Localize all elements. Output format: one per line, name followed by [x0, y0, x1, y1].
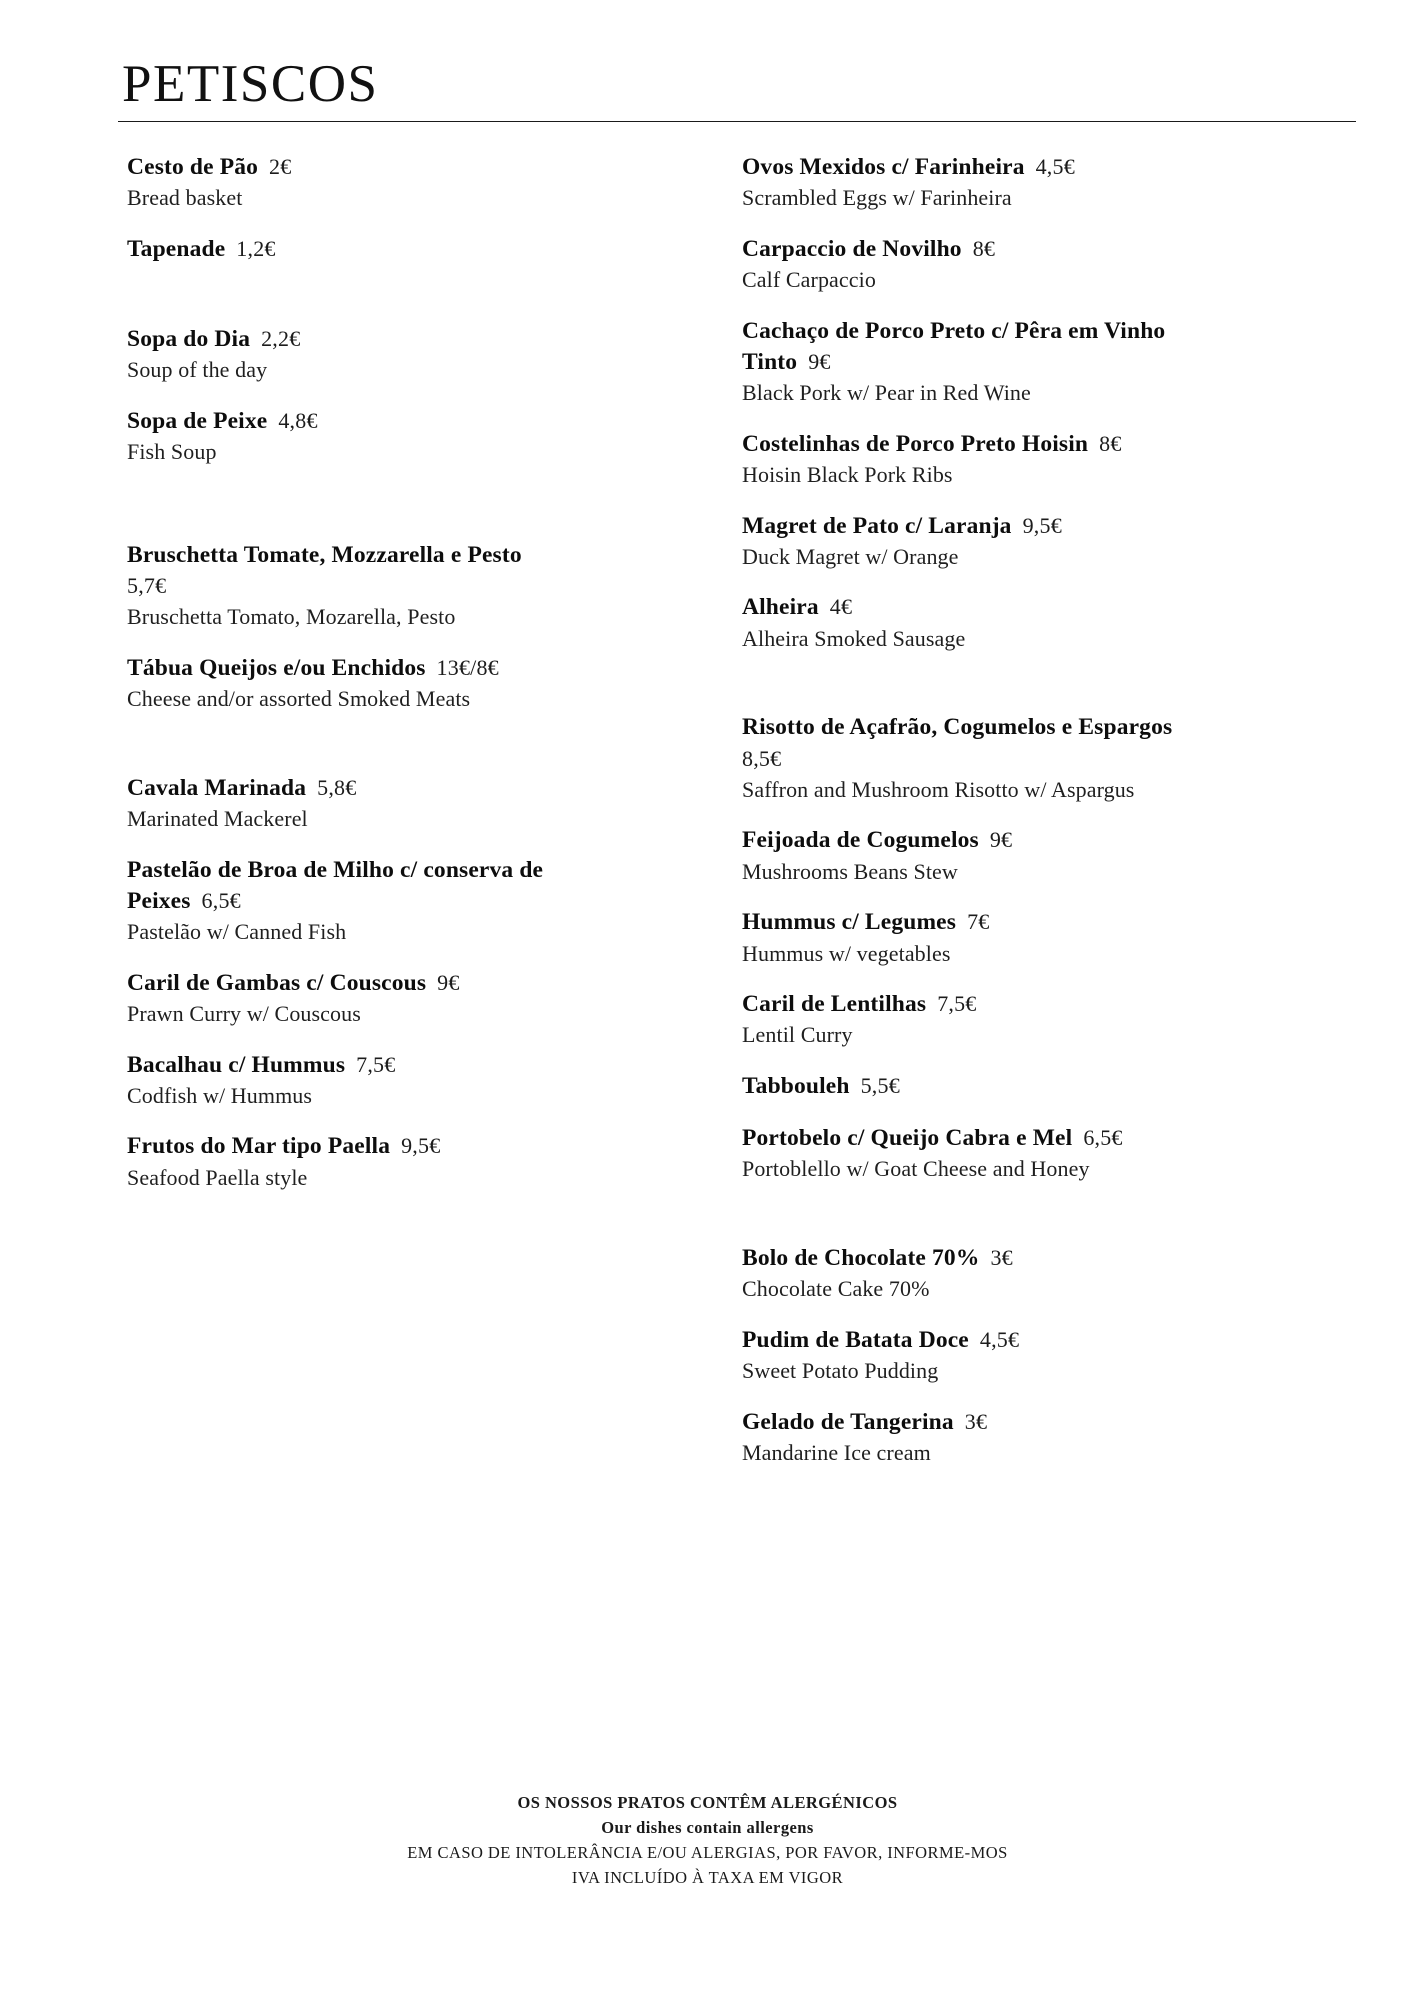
menu-item-price: 9,5€	[401, 1133, 441, 1159]
menu-item	[127, 773, 557, 834]
menu-item-name: Bolo de Chocolate 70%	[742, 1245, 980, 1272]
menu-item-description: Seafood Paella style	[127, 1164, 308, 1190]
footer-line: OS NOSSOS PRATOS CONTÊM ALERGÉNICOS	[517, 1793, 898, 1812]
menu-item-name-line	[742, 511, 1212, 542]
menu-item-price: 5,8€	[317, 774, 357, 800]
menu-item-price: 6,5€	[1083, 1125, 1123, 1151]
menu-item-price: 1,2€	[236, 235, 276, 261]
menu-item-description: Hummus w/ vegetables	[742, 940, 951, 966]
menu-item-price: 5,7€	[127, 573, 167, 599]
menu-item-description: Mandarine Ice cream	[742, 1439, 931, 1465]
menu-item	[742, 907, 1212, 968]
menu-item-price: 9€	[808, 348, 831, 374]
menu-item-price: 4,8€	[278, 407, 318, 433]
menu-item-price: 9,5€	[1022, 512, 1062, 538]
menu-group-spacer	[127, 286, 557, 324]
menu-item	[127, 1131, 557, 1192]
menu-item-name-line	[742, 712, 1212, 775]
menu-group-spacer	[127, 735, 557, 773]
menu-item-price: 9€	[437, 969, 460, 995]
menu-item-description: Pastelão w/ Canned Fish	[127, 919, 347, 945]
footer-line: EM CASO DE INTOLERÂNCIA E/OU ALERGIAS, POR FAVOR, INFORME-MOS	[407, 1843, 1008, 1863]
menu-item-name-line	[742, 234, 1212, 265]
menu-item-description: Scrambled Eggs w/ Farinheira	[742, 185, 1012, 211]
menu-item-name: Frutos do Mar tipo Paella	[127, 1133, 391, 1160]
menu-group	[742, 1243, 1212, 1468]
menu-item-name: Carpaccio de Novilho	[742, 235, 962, 262]
menu-item	[127, 968, 557, 1029]
menu-item-price: 4€	[829, 594, 853, 620]
menu-item	[127, 653, 557, 714]
menu-item-name-line	[742, 316, 1212, 379]
menu-group	[127, 540, 557, 714]
menu-item-name-line	[127, 234, 557, 265]
menu-item-name-line	[127, 968, 557, 999]
menu-item	[742, 152, 1212, 213]
menu-item-name-line	[742, 592, 1212, 623]
menu-item	[127, 152, 557, 213]
menu-item-name-line	[127, 152, 557, 183]
menu-item-description: Saffron and Mushroom Risotto w/ Aspargus	[742, 776, 1135, 802]
menu-column-right	[742, 152, 1212, 1489]
menu-item-name: Sopa do Dia	[127, 326, 251, 353]
menu-item-name-line	[127, 324, 557, 355]
menu-group-spacer	[742, 674, 1212, 712]
menu-item-description: Fish Soup	[127, 439, 217, 465]
menu-item-name: Gelado de Tangerina	[742, 1408, 954, 1435]
menu-item-description: Alheira Smoked Sausage	[742, 625, 966, 651]
menu-item-name: Hummus c/ Legumes	[742, 909, 957, 936]
menu-item-description: Codfish w/ Hummus	[127, 1082, 313, 1108]
menu-item	[127, 855, 557, 947]
menu-item-name-line	[742, 907, 1212, 938]
menu-item-description: Bruschetta Tomato, Mozarella, Pesto	[127, 604, 456, 630]
menu-item	[742, 1407, 1212, 1468]
menu-item-name: Cesto de Pão	[127, 154, 259, 180]
menu-item-price: 5,5€	[860, 1072, 900, 1098]
menu-item-name-line	[742, 1407, 1212, 1438]
menu-footer	[0, 1790, 1415, 1890]
menu-item	[127, 1050, 557, 1111]
menu-item-name-line	[742, 825, 1212, 856]
menu-group	[742, 152, 1212, 653]
menu-item-description: Marinated Mackerel	[127, 805, 308, 831]
menu-item-name: Portobelo c/ Queijo Cabra e Mel	[742, 1125, 1073, 1152]
menu-item-name: Tapenade	[127, 235, 226, 262]
menu-item-description: Portoblello w/ Goat Cheese and Honey	[742, 1156, 1090, 1182]
menu-item-description: Sweet Potato Pudding	[742, 1358, 939, 1384]
menu-item-name: Caril de Lentilhas	[742, 991, 927, 1018]
menu-item-name-line	[742, 1071, 1212, 1102]
menu-item-price: 8,5€	[742, 745, 782, 771]
menu-column-left	[127, 152, 557, 1213]
menu-item-description: Prawn Curry w/ Couscous	[127, 1000, 361, 1026]
menu-group	[127, 152, 557, 265]
menu-item	[742, 1243, 1212, 1304]
menu-item-name: Magret de Pato c/ Laranja	[742, 512, 1012, 539]
menu-item-name-line	[127, 653, 557, 684]
footer-line: Our dishes contain allergens	[601, 1818, 814, 1838]
menu-item	[742, 1123, 1212, 1184]
menu-item	[742, 429, 1212, 490]
menu-item-price: 8€	[1099, 430, 1122, 456]
menu-item-name: Alheira	[742, 594, 819, 621]
menu-item-price: 9€	[989, 827, 1013, 853]
menu-header	[118, 55, 1356, 122]
menu-columns	[0, 152, 1415, 1772]
menu-item	[127, 324, 557, 385]
menu-item-name: Pastelão de Broa de Milho c/ conserva de Peixes	[127, 856, 544, 914]
menu-item-name: Ovos Mexidos c/ Farinheira	[742, 154, 1025, 180]
menu-item-price: 3€	[964, 1408, 988, 1434]
menu-item-description: Chocolate Cake 70%	[742, 1276, 930, 1302]
menu-item-name-line	[742, 1123, 1212, 1154]
menu-item-name-line	[127, 540, 557, 603]
menu-group-spacer	[127, 488, 557, 540]
menu-item	[742, 511, 1212, 572]
menu-item-price: 7,5€	[356, 1051, 396, 1077]
menu-group-spacer	[742, 1205, 1212, 1243]
menu-item-description: Black Pork w/ Pear in Red Wine	[742, 380, 1031, 406]
menu-item	[742, 1071, 1212, 1102]
menu-item-price: 8€	[972, 235, 996, 261]
menu-item-name-line	[127, 855, 557, 918]
menu-item-price: 4,5€	[1035, 154, 1075, 179]
menu-item-name-line	[127, 1050, 557, 1081]
menu-item-name-line	[742, 989, 1212, 1020]
menu-item-name: Bruschetta Tomate, Mozzarella e Pesto	[127, 541, 522, 568]
menu-item-description: Mushrooms Beans Stew	[742, 858, 958, 884]
menu-item	[742, 712, 1212, 804]
menu-item-price: 6,5€	[201, 887, 241, 913]
menu-group	[742, 712, 1212, 1184]
menu-item-description: Duck Magret w/ Orange	[742, 543, 959, 569]
menu-item-name: Costelinhas de Porco Preto Hoisin	[742, 430, 1089, 457]
menu-item	[127, 540, 557, 632]
menu-item-name: Caril de Gambas c/ Couscous	[127, 969, 427, 996]
menu-item-name: Tabbouleh	[742, 1072, 850, 1099]
menu-item-name: Cavala Marinada	[127, 774, 307, 801]
menu-item-description: Calf Carpaccio	[742, 267, 876, 293]
menu-item	[742, 825, 1212, 886]
menu-item-name: Cachaço de Porco Preto c/ Pêra em Vinho Tinto	[742, 317, 1166, 375]
menu-item-price: 7€	[967, 909, 990, 935]
menu-item	[742, 592, 1212, 653]
menu-item	[742, 234, 1212, 295]
menu-item-name-line	[127, 406, 557, 437]
menu-item	[127, 406, 557, 467]
menu-item-description: Lentil Curry	[742, 1022, 853, 1048]
menu-item-price: 7,5€	[937, 991, 977, 1017]
footer-line: IVA INCLUÍDO À TAXA EM VIGOR	[571, 1868, 844, 1888]
menu-item-price: 13€/8€	[436, 654, 499, 680]
menu-item-name-line	[127, 1131, 557, 1162]
menu-item-name: Pudim de Batata Doce	[742, 1326, 969, 1353]
menu-group	[127, 324, 557, 467]
menu-item-description: Soup of the day	[127, 357, 268, 383]
page-title: PETISCOS	[122, 55, 379, 113]
menu-item-name-line	[742, 1243, 1212, 1274]
menu-item-price: 3€	[990, 1245, 1013, 1271]
menu-item-name-line	[742, 152, 1212, 183]
menu-item-price: 2€	[269, 154, 292, 179]
menu-item	[127, 234, 557, 265]
title-divider	[118, 121, 1356, 122]
menu-item-price: 2,2€	[261, 326, 301, 352]
menu-item-name-line	[127, 773, 557, 804]
menu-item-description: Hoisin Black Pork Ribs	[742, 462, 953, 488]
menu-item-name: Risotto de Açafrão, Cogumelos e Espargos	[742, 714, 1173, 741]
menu-item	[742, 989, 1212, 1050]
menu-item-name: Sopa de Peixe	[127, 407, 268, 434]
menu-item-name: Feijoada de Cogumelos	[742, 827, 979, 854]
menu-item-description: Cheese and/or assorted Smoked Meats	[127, 686, 471, 712]
menu-item-name-line	[742, 1325, 1212, 1356]
menu-item-name-line	[742, 429, 1212, 460]
menu-item-price: 4,5€	[979, 1326, 1020, 1352]
menu-item	[742, 1325, 1212, 1386]
menu-item-name: Tábua Queijos e/ou Enchidos	[127, 654, 426, 681]
menu-group	[127, 773, 557, 1192]
menu-item-name: Bacalhau c/ Hummus	[127, 1051, 346, 1078]
menu-item	[742, 316, 1212, 408]
menu-item-description: Bread basket	[127, 185, 243, 211]
